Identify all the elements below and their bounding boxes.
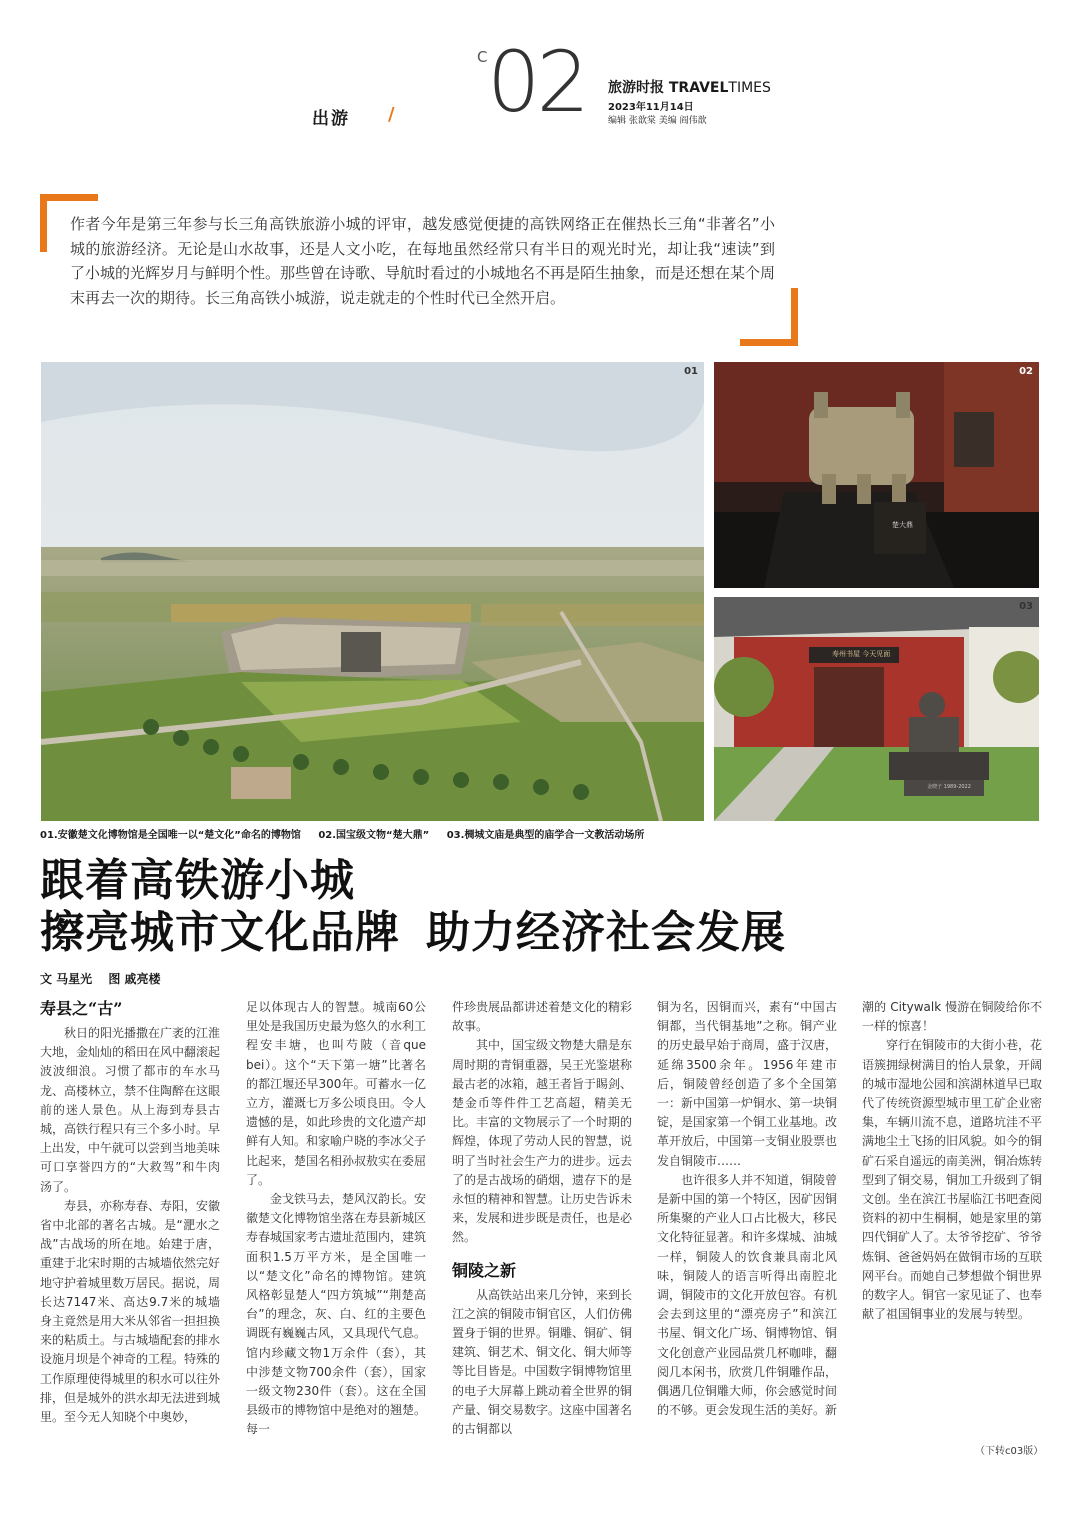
intro-bracket-left [40, 194, 47, 252]
headline-line-2a: 擦亮城市文化品牌 [40, 907, 400, 958]
headline-line-2 [40, 907, 786, 959]
paper-title [608, 77, 771, 97]
photo-bronze-ding [714, 362, 1039, 588]
editor-credits: 编辑 张歆棠 美编 阎伟歆 [608, 116, 707, 126]
subhead-shouxian: 寿县之“古” [40, 999, 123, 1018]
paper-title-cn: 旅游时报 [608, 80, 664, 96]
caption-3: 03.椆城文庙是典型的庙学合一文教活动场所 [446, 830, 645, 841]
paragraph: 秋日的阳光播撒在广袤的江淮大地，金灿灿的稻田在风中翻滚起波波细浪。习惯了都市的车水马龙、高楼林立，禁不住陶醉在这眼前的迷人景色。从上海到寿县古城，高铁行程只有三个多小时。早上出发，中午就可以尝到当地美味可口享誉四方的“大救驾”和牛肉汤了。 [40, 1026, 221, 1194]
photo-1-number: 01 [684, 366, 698, 377]
paragraph: 也许很多人并不知道，铜陵曾是新中国的第一个特区，因矿因铜所集聚的产业人口占比极大，移民文化特征显著。和许多煤城、油城一样，铜陵人的饮食兼具南北风味，铜陵人的语言听得出南腔北调，铜陵市的文化开放包容。有机会去到这里的“漂亮房子”和滨江书屋、铜文化广场、铜博物馆、铜文化创意产业园品赏几杯咖啡，翻阅几本闲书，欣赏几件铜雕作品，偶遇几位铜雕大师，你会感觉时间的不够。更会发现生活的美好。新 [657, 1172, 838, 1418]
byline [40, 970, 173, 987]
paragraph: 其中，国宝级文物楚大鼎是东周时期的青铜重器，吴王光鉴堪称最古老的冰箱，越王者旨于睗剑、楚金币等件件工艺高超，精美无比。丰富的文物展示了一个时期的辉煌，体现了劳动人民的智慧，说明了当时社会生产力的进步。远去了的是古战场的硝烟，遗存下的是永恒的精神和智慧。让历史告诉未来，发展和进步既是责任，也是必然。 [452, 1038, 633, 1245]
section-label: 出游 [312, 109, 350, 129]
paragraph: 金戈铁马去，楚风汉韵长。安徽楚文化博物馆坐落在寿县新城区寿春城国家考古遗址范围内，建筑面积1.5万平方米，是全国唯一以“楚文化”命名的博物馆。建筑风格彰显楚人“四方筑城”“荆楚高台”的理念，灰、白、红的主要色调既有巍巍古风，又具现代气息。馆内珍藏文物1万余件（套），其中涉楚文物700余件（套），国家一级文物230件（套）。这在全国县级市的博物馆中是绝对的翘楚。每一 [246, 1192, 427, 1437]
byline-photographer: 图 戚亮楼 [108, 972, 161, 986]
subhead-tongling: 铜陵之新 [452, 1260, 517, 1280]
statue-plinth: 金晓子 1989-2022 [927, 784, 971, 790]
ding-plaque: 楚大鼎 [892, 521, 913, 529]
caption-1: 01.安徽楚文化博物馆是全国唯一以“楚文化”命名的博物馆 [40, 830, 301, 841]
article-column-4 [657, 998, 837, 1420]
paragraph: 寿县，亦称寿春、寿阳，安徽省中北部的著名古城。是“淝水之战”古战场的所在地。始建于唐，重建于北宋时期的古城墙依然完好地守护着城里数万居民。据说，周长达7147米、高达9.7米的城墙身主竟然是用大米从邻省一担担换来的粘质土。与古城墙配套的排水设施月坝是个神奇的工程。特殊的工作原理使得城里的积水可以往外排，但是城外的洪水却无法进到城里。至今无人知晓个中奥妙， [40, 1198, 221, 1425]
intro-paragraph: 作者今年是第三年参与长三角高铁旅游小城的评审，越发感觉便捷的高铁网络正在催热长三角“非著名”小城的旅游经济。无论是山水故事，还是人文小吃，在每地虽然经常只有半日的观光时光，却让我“速读”到了小城的光辉岁月与鲜明个性。那些曾在诗歌、导航时看过的小城地名不再是陌生抽象，而是还想在某个周末再去一次的期待。长三角高铁小城游，说走就走的个性时代已全然开启。 [70, 215, 776, 307]
photo-museum-aerial [41, 362, 704, 821]
paper-title-en-light: TIMES [728, 80, 771, 96]
paper-title-en-bold: TRAVEL [668, 80, 729, 96]
photo-2-number: 02 [1019, 366, 1033, 377]
paragraph: 件珍贵展品都讲述着楚文化的精彩故事。 [452, 1000, 633, 1034]
page-number: 02 [487, 33, 586, 131]
paragraph: 穿行在铜陵市的大街小巷，花语簇拥绿树满目的怡人景象，开阔的城市湿地公园和滨湖林道早已取代了传统资源型城市里工矿企业密集，车辆川流不息，道路坑洼不平满地尘土飞扬的旧风貌。如今的铜矿石采自遥远的南美洲，铜冶炼转型到了铜交易，铜加工升级到了铜文创。坐在滨江书屋临江书吧查阅资料的初中生桐桐，她是家里的第四代铜矿人了。太爷爷挖矿、爷爷炼铜、爸爸妈妈在做铜市场的互联网平台。而她自己梦想做个铜世界的数字人。铜官一家见证了、也奉献了祖国铜事业的发展与转型。 [862, 1038, 1043, 1322]
article-column-5 [862, 998, 1042, 1324]
photo-caption [40, 826, 658, 841]
paragraph: 足以体现古人的智慧。城南60公里处是我国历史最为悠久的水利工程安丰塘，也叫芍陂（音que bei）。这个“天下第一塘”比著名的都江堰还早300年。可蓄水一亿立方，灌溉七万多公顷良田。令人遗憾的是，如此珍贵的文化遗产却鲜有人知。和家喻户晓的李冰父子比起来，楚国名相孙叔敖实在委屈了。 [246, 1000, 427, 1187]
caption-2: 02.国宝级文物“楚大鼎” [318, 830, 430, 841]
byline-author: 文 马星光 [40, 972, 93, 986]
paragraph: 铜为名，因铜而兴，素有“中国古铜都，当代铜基地”之称。铜产业的历史最早始于商周，盛于汉唐，延绵3500余年。1956年建市后，铜陵曾经创造了多个全国第一：新中国第一炉铜水、第一块铜锭，是国家第一个铜工业基地。改革开放后，中国第一支铜业股票也发自铜陵市…… [657, 1000, 838, 1168]
bronze-ding-image [714, 362, 1039, 588]
headline [40, 855, 786, 959]
paragraph: 潮的 Citywalk 慢游在铜陵给你不一样的惊喜！ [862, 1000, 1042, 1034]
continued-note: （下转c03版） [975, 1446, 1044, 1457]
headline-line-1: 跟着高铁游小城 [40, 855, 355, 906]
issue-date: 2023年11月14日 [608, 102, 694, 113]
intro-bracket-right [791, 288, 798, 346]
photo-3-number: 03 [1019, 601, 1033, 612]
headline-line-2b: 助力经济社会发展 [426, 907, 786, 958]
article-column-2 [246, 998, 426, 1440]
page-prefix: C [477, 48, 488, 66]
article-column-3 [452, 998, 632, 1439]
bookstore-statue-image [714, 597, 1039, 821]
paragraph: 从高铁站出来几分钟，来到长江之滨的铜陵市铜官区，人们仿佛置身于铜的世界。铜雕、铜矿、铜建筑、铜艺术、铜文化、铜大师等等比目皆是。中国数字铜博物馆里的电子大屏幕上跳动着全世界的铜产量、铜交易数字。这座中国著名的古铜都以 [452, 1287, 633, 1437]
intro-bracket-top [40, 194, 98, 201]
museum-aerial-image [41, 362, 704, 821]
photo-bookstore-statue [714, 597, 1039, 821]
article-column-1 [40, 998, 220, 1427]
bookstore-sign: 寿州书屋 今天见面 [832, 650, 891, 658]
section-slash: / [388, 104, 395, 125]
intro-bracket-bottom [740, 339, 798, 346]
